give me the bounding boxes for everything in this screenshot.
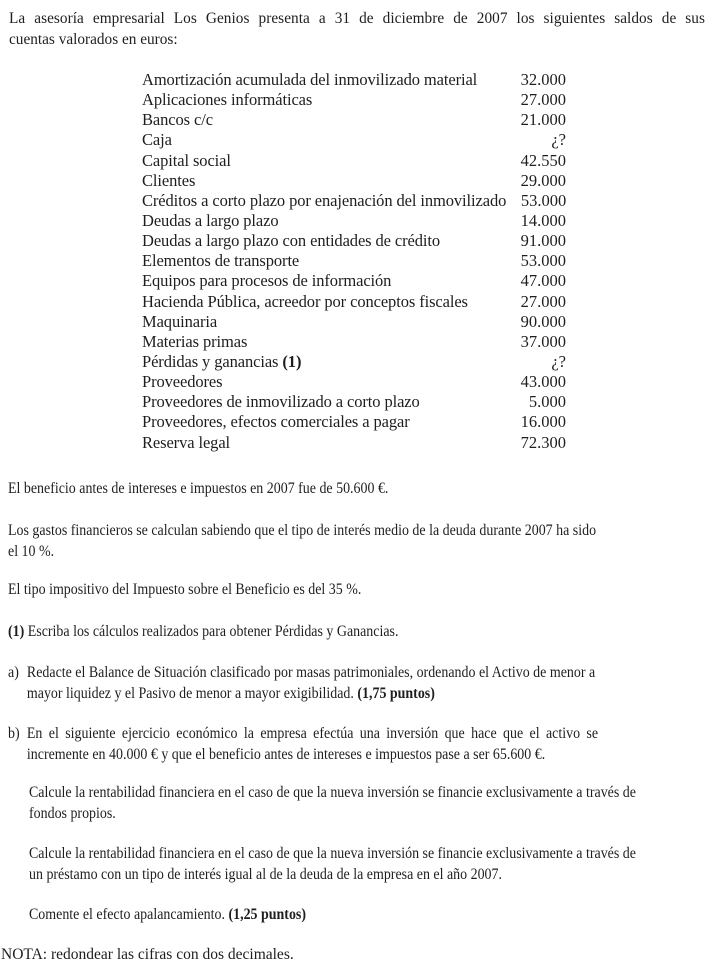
bait-statement: El beneficio antes de intereses e impuestos en 2007 fue de 50.600 €. bbox=[8, 480, 389, 497]
question-b-sub-2-line-2: un préstamo con un tipo de interés igual al de la deuda de la empresa en el año 2007. bbox=[29, 866, 502, 883]
account-value: 53.000 bbox=[520, 251, 566, 271]
question-b-sub-2-line-1: Calcule la rentabilidad financiera en el caso de que la nueva inversión se financie exclusivamente a través de bbox=[29, 845, 636, 862]
account-name-text: Bancos c/c bbox=[142, 110, 213, 130]
question-b-sub-1-line-1: Calcule la rentabilidad financiera en el caso de que la nueva inversión se financie exclusivamente a través de bbox=[29, 784, 636, 801]
account-name bbox=[142, 90, 312, 110]
question-b-line-1: En el siguiente ejercicio económico la empresa efectúa una inversión que hace que el activo se bbox=[26, 725, 599, 742]
account-row bbox=[142, 392, 570, 412]
question-a-line-2: mayor liquidez y el Pasivo de menor a mayor exigibilidad. bbox=[26, 685, 358, 702]
account-row bbox=[142, 433, 570, 453]
account-name-text: Equipos para procesos de información bbox=[142, 271, 392, 291]
account-row bbox=[142, 191, 570, 211]
account-value: 72.300 bbox=[520, 432, 566, 452]
account-row bbox=[142, 110, 570, 130]
tax-statement: El tipo impositivo del Impuesto sobre el Beneficio es del 35 %. bbox=[8, 581, 362, 598]
note-1-marker: (1) bbox=[8, 623, 25, 640]
account-row bbox=[142, 130, 570, 150]
account-note-marker: (1) bbox=[282, 351, 302, 371]
account-name-text: Maquinaria bbox=[142, 311, 218, 331]
account-value: 27.000 bbox=[520, 291, 566, 311]
account-value: 37.000 bbox=[520, 331, 566, 351]
account-name bbox=[142, 271, 391, 291]
account-row bbox=[142, 231, 570, 251]
question-b-line-2: incremente en 40.000 € y que el beneficio antes de intereses e impuestos pase a ser 65.600 €. bbox=[26, 746, 546, 763]
account-value: 32.000 bbox=[520, 70, 566, 89]
question-a-marker: a) bbox=[8, 664, 19, 681]
account-name bbox=[142, 292, 468, 312]
account-name-text: Materias primas bbox=[142, 331, 248, 351]
account-value: ¿? bbox=[551, 351, 566, 371]
account-value: 21.000 bbox=[520, 110, 566, 130]
account-value: ¿? bbox=[551, 130, 566, 150]
account-name-text: Hacienda Pública, acreedor por conceptos fiscales bbox=[142, 291, 468, 311]
account-name-text: Aplicaciones informáticas bbox=[142, 90, 313, 110]
account-name bbox=[142, 332, 247, 352]
question-b-sub-1 bbox=[29, 782, 636, 824]
intro-line-1: La asesoría empresarial Los Genios presenta a 31 de diciembre de 2007 los siguientes saldos de sus bbox=[9, 10, 705, 27]
financial-costs-statement bbox=[8, 520, 596, 562]
account-name-text: Clientes bbox=[142, 170, 196, 190]
accounts-list bbox=[142, 70, 570, 453]
account-value: 16.000 bbox=[520, 412, 566, 432]
account-name-text: Proveedores, efectos comerciales a pagar bbox=[142, 412, 410, 432]
question-b-sub-3 bbox=[29, 904, 306, 925]
account-value: 14.000 bbox=[520, 210, 566, 230]
account-name bbox=[142, 151, 231, 171]
account-name bbox=[142, 352, 301, 372]
account-row bbox=[142, 90, 570, 110]
account-row bbox=[142, 271, 570, 291]
account-row bbox=[142, 211, 570, 231]
account-row bbox=[142, 332, 570, 352]
account-name bbox=[142, 70, 477, 90]
account-value: 42.550 bbox=[520, 150, 566, 170]
intro-line-2: cuentas valorados en euros: bbox=[9, 31, 178, 48]
account-name-text: Proveedores de inmovilizado a corto plazo bbox=[142, 392, 420, 412]
account-name bbox=[142, 251, 299, 271]
account-name-text: Capital social bbox=[142, 150, 231, 170]
account-name-text: Reserva legal bbox=[142, 432, 231, 452]
question-a-line-1: Redacte el Balance de Situación clasificado por masas patrimoniales, ordenando el Activo de menor a bbox=[26, 664, 596, 681]
account-row bbox=[142, 151, 570, 171]
question-a-points: (1,75 puntos) bbox=[357, 685, 435, 702]
account-name-text: Deudas a largo plazo bbox=[142, 210, 279, 230]
account-row bbox=[142, 171, 570, 191]
account-row bbox=[142, 251, 570, 271]
account-name bbox=[142, 130, 172, 150]
account-value: 47.000 bbox=[520, 271, 566, 291]
account-name-text: Créditos a corto plazo por enajenación del inmovilizado bbox=[142, 190, 507, 210]
account-row bbox=[142, 372, 570, 392]
account-value: 53.000 bbox=[520, 190, 567, 210]
intro-paragraph bbox=[9, 8, 705, 50]
nota: NOTA: redondear las cifras con dos decimales. bbox=[1, 946, 294, 963]
account-value: 27.000 bbox=[520, 90, 566, 110]
account-value: 5.000 bbox=[528, 392, 566, 412]
question-b-marker: b) bbox=[8, 725, 20, 742]
account-name bbox=[142, 412, 410, 432]
question-b-sub-3-text: Comente el efecto apalancamiento. bbox=[29, 906, 229, 923]
question-a bbox=[8, 662, 595, 704]
question-b-points: (1,25 puntos) bbox=[228, 906, 307, 923]
account-name bbox=[142, 372, 222, 392]
account-row bbox=[142, 70, 570, 90]
account-name bbox=[142, 312, 217, 332]
financial-costs-line-2: el 10 %. bbox=[8, 543, 55, 560]
account-name bbox=[142, 392, 420, 412]
note-1-text: Escriba los cálculos realizados para obtener Pérdidas y Ganancias. bbox=[24, 623, 399, 640]
account-value: 91.000 bbox=[520, 231, 566, 251]
question-b bbox=[8, 723, 598, 765]
account-value: 43.000 bbox=[520, 372, 566, 392]
account-name bbox=[142, 191, 506, 211]
account-row bbox=[142, 292, 570, 312]
account-value: 90.000 bbox=[520, 311, 566, 331]
account-name bbox=[142, 433, 230, 453]
account-name bbox=[142, 231, 440, 251]
financial-costs-line-1: Los gastos financieros se calculan sabiendo que el tipo de interés medio de la deuda durante 2007 ha sido bbox=[8, 522, 597, 539]
account-name bbox=[142, 110, 213, 130]
account-name-text: Proveedores bbox=[142, 372, 223, 392]
account-name-text: Elementos de transporte bbox=[142, 251, 300, 271]
account-row bbox=[142, 412, 570, 432]
note-1 bbox=[8, 621, 398, 642]
account-row bbox=[142, 312, 570, 332]
account-value: 29.000 bbox=[520, 170, 566, 190]
question-b-sub-1-line-2: fondos propios. bbox=[29, 805, 116, 822]
question-b-sub-2 bbox=[29, 843, 636, 885]
account-row bbox=[142, 352, 570, 372]
account-name bbox=[142, 171, 195, 191]
account-name-text: Amortización acumulada del inmovilizado material bbox=[142, 70, 478, 89]
account-name-text: Caja bbox=[142, 130, 172, 150]
account-name-text: Deudas a largo plazo con entidades de crédito bbox=[142, 231, 441, 251]
account-name-text: Pérdidas y ganancias bbox=[142, 351, 279, 371]
account-name bbox=[142, 211, 279, 231]
